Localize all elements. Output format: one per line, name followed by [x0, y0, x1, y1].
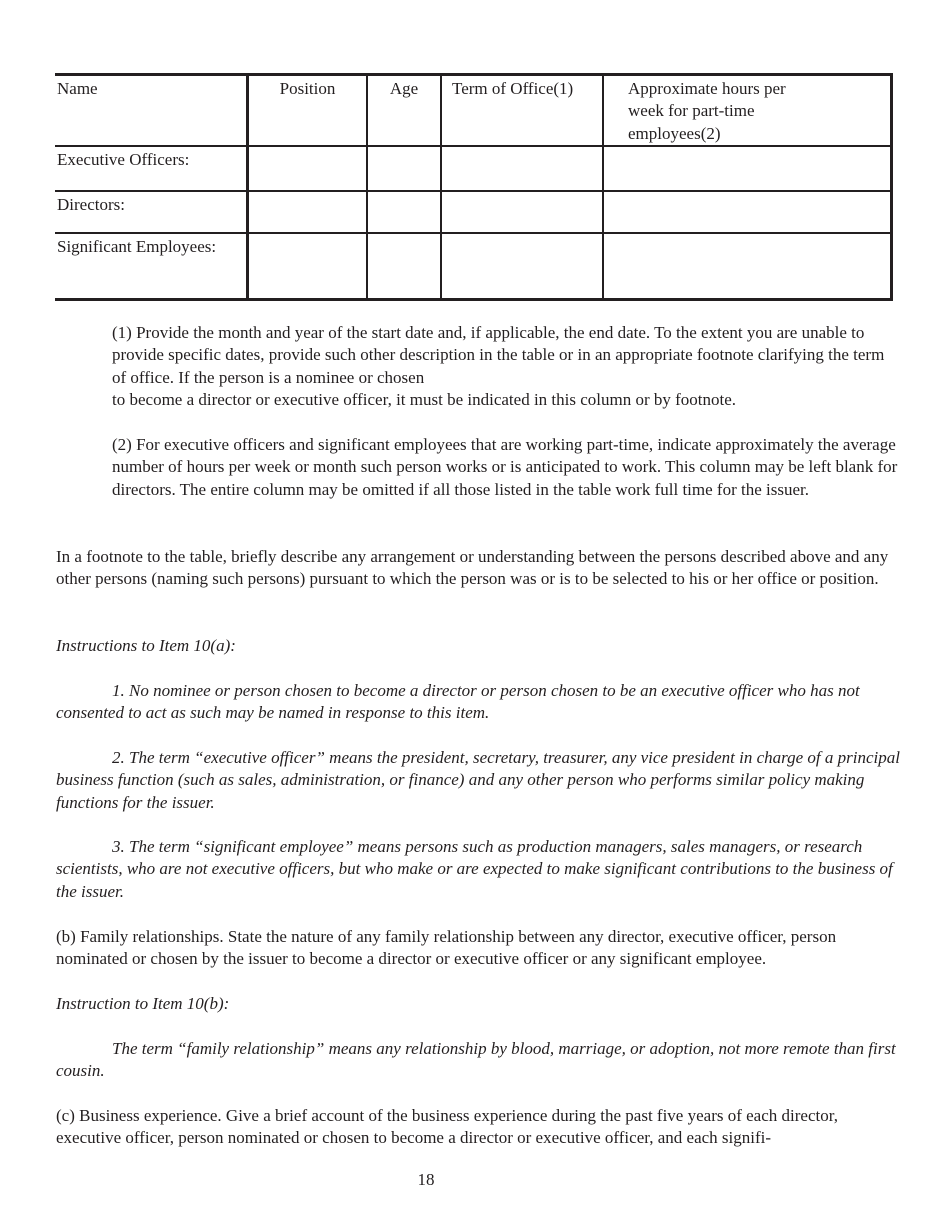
table-cell: [603, 233, 892, 300]
table-cell: [367, 146, 441, 191]
officers-table: [55, 73, 893, 301]
table-cell: [248, 191, 368, 233]
header-age: Age: [367, 75, 441, 146]
page-number: 18: [417, 1170, 435, 1189]
header-term-of-office: Term of Office(1): [441, 75, 603, 146]
table-row: [55, 146, 892, 191]
table-footnote-instruction: In a footnote to the table, briefly describe any arrangement or understanding between the persons described above and any other persons (naming such persons) pursuant to which the person was or is to be selected to his or her office or position.: [56, 547, 889, 589]
table-header-row: [55, 75, 892, 146]
instruction-1: 1. No nominee or person chosen to become a director or person chosen to be an executive officer who has not consented to act as such may be named in response to this item.: [56, 681, 860, 723]
row-label-significant-employees: Significant Employees:: [55, 233, 248, 300]
table-cell: [441, 233, 603, 300]
table-cell: [367, 233, 441, 300]
table-cell: [603, 191, 892, 233]
table-cell: [367, 191, 441, 233]
footnote-1-continuation: to become a director or executive officer, it must be indicated in this column or by footnote.: [112, 389, 737, 409]
header-name: Name: [55, 75, 248, 146]
instruction-3: 3. The term “significant employee” means persons such as production managers, sales managers, or research scientists, who are not executive officers, but who make or are expected to make significant contributions to the business of the issuer.: [56, 837, 893, 901]
footnote-1: [112, 322, 902, 411]
row-label-executive-officers: Executive Officers:: [55, 146, 248, 191]
footnote-2: (2) For executive officers and significant employees that are working part-time, indicate approximately the average number of hours per week or month such person works or is anticipated to work. This column may be left blank for directors. The entire column may be omitted if all those listed in the table work full time for the issuer.: [112, 435, 898, 499]
table-cell: [441, 146, 603, 191]
instruction-10b-text: The term “family relationship” means any relationship by blood, marriage, or adoption, not more remote than first cousin.: [56, 1039, 896, 1081]
table-row: [55, 233, 892, 300]
header-approximate-hours: Approximate hours per week for part-time employees(2): [603, 75, 892, 146]
instruction-10b-heading: Instruction to Item 10(b):: [56, 994, 230, 1013]
table-cell: [441, 191, 603, 233]
table-cell: [248, 146, 368, 191]
footnote-1-text: (1) Provide the month and year of the start date and, if applicable, the end date. To the extent you are unable to provide specific dates, provide such other description in the table or in an appropriate footnote clarifying the term of office. If the person is a nominee or chosen: [112, 323, 885, 387]
item-b-family-relationships: (b) Family relationships. State the nature of any family relationship between any director, executive officer, person nominated or chosen by the issuer to become a director or executive officer or any significant employee.: [56, 927, 837, 969]
row-label-directors: Directors:: [55, 191, 248, 233]
table-cell: [248, 233, 368, 300]
table-cell: [603, 146, 892, 191]
table-row: [55, 191, 892, 233]
instruction-2: 2. The term “executive officer” means the president, secretary, treasurer, any vice president in charge of a principal business function (such as sales, administration, or finance) and any other person who performs similar policy making functions for the issuer.: [56, 748, 900, 812]
item-c-business-experience: (c) Business experience. Give a brief account of the business experience during the past five years of each director, executive officer, person nominated or chosen to become a director or executive officer, and each signifi-: [56, 1106, 838, 1148]
instructions-10a-heading: Instructions to Item 10(a):: [56, 636, 236, 655]
header-position: Position: [248, 75, 368, 146]
